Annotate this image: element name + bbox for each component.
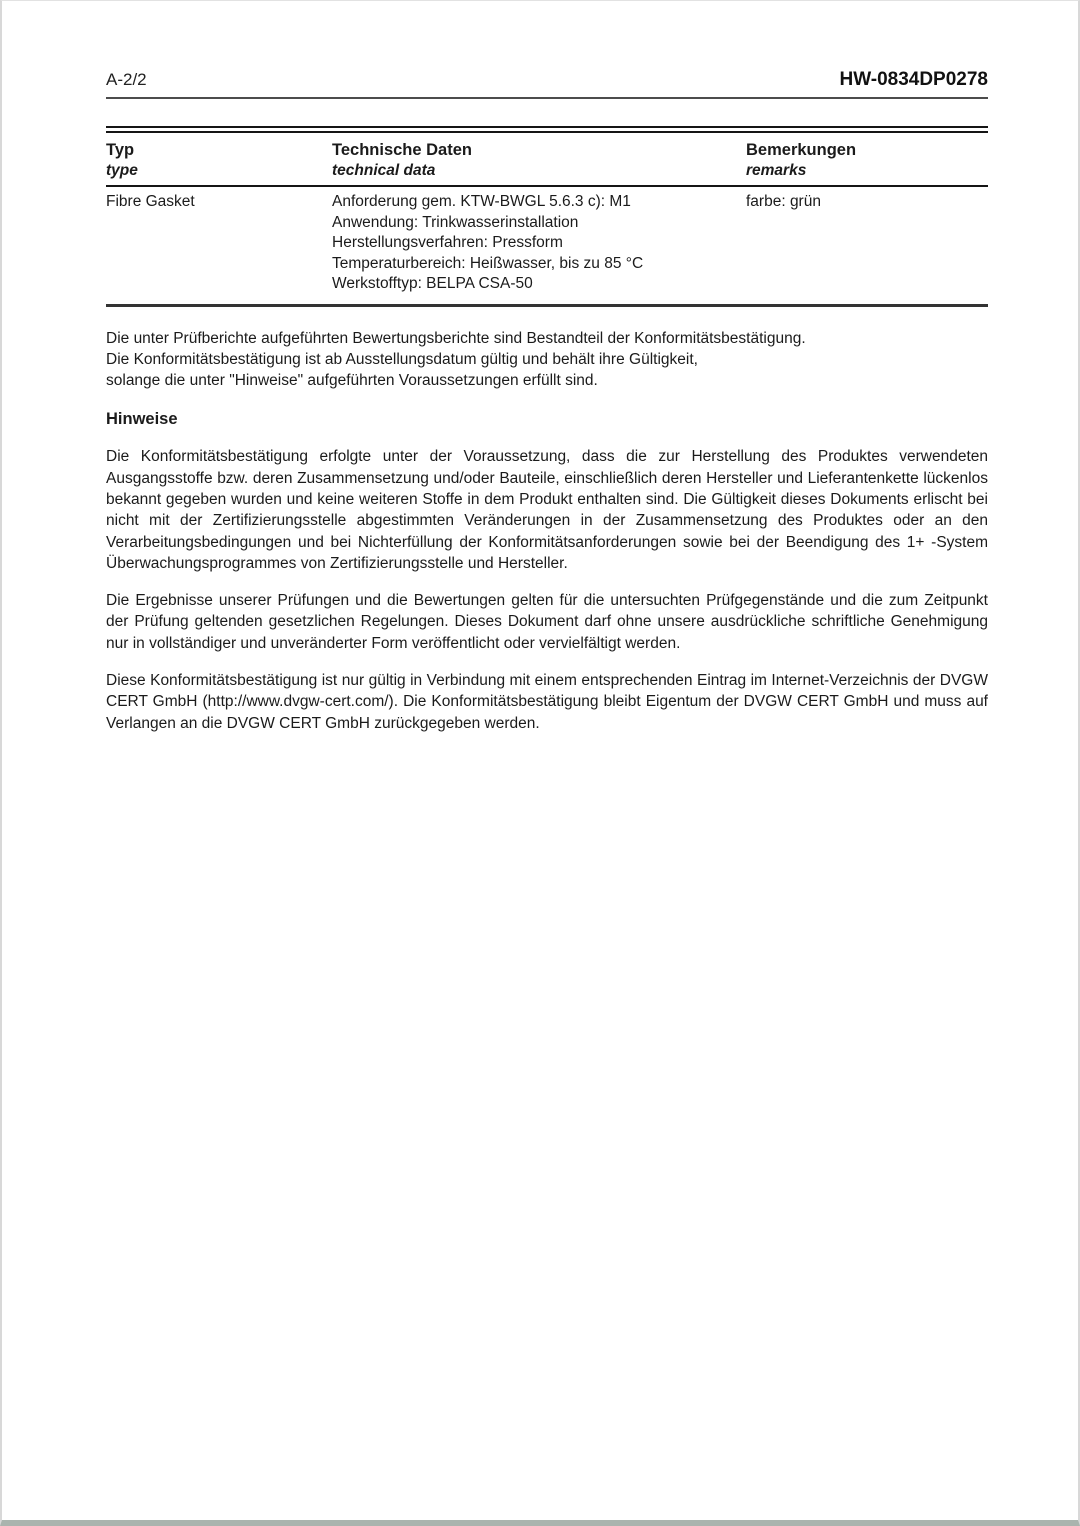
column-title: Technische Daten [332, 141, 472, 159]
technical-data-line: Herstellungsverfahren: Pressform [332, 234, 563, 251]
column-title: Bemerkungen [746, 141, 857, 159]
technical-data-cell [332, 192, 746, 295]
document-number: HW-0834DP0278 [839, 69, 988, 90]
type-cell [106, 192, 332, 295]
intro-line: solange die unter "Hinweise" aufgeführten Voraussetzungen erfüllt sind. [106, 372, 598, 390]
intro-paragraph [106, 328, 988, 392]
column-subtitle: technical data [332, 162, 436, 179]
column-title: Typ [106, 141, 135, 159]
technical-data-line: Temperaturbereich: Heißwasser, bis zu 85 °C [332, 254, 644, 272]
technical-data-line: Anforderung gem. KTW-BWGL 5.6.3 c): M1 [332, 193, 631, 210]
intro-line: Die Konformitätsbestätigung ist ab Ausstellungsdatum gültig und behält ihre Gültigkeit, [106, 350, 698, 368]
remarks-cell [746, 192, 988, 295]
column-subtitle: type [106, 162, 138, 179]
page-header [106, 69, 988, 91]
spec-table [106, 126, 988, 307]
remarks-value: farbe: grün [746, 193, 821, 210]
table-bottom-rule [106, 304, 988, 307]
technical-data-line: Werkstofftyp: BELPA CSA-50 [332, 275, 533, 292]
header-divider [106, 97, 988, 99]
hinweise-heading: Hinweise [106, 410, 178, 429]
page-number: A-2/2 [106, 70, 147, 89]
technical-data-line: Anwendung: Trinkwasserinstallation [332, 213, 579, 231]
column-subtitle: remarks [746, 162, 807, 179]
hinweise-paragraph-2: Die Ergebnisse unserer Prüfungen und die Bewertungen gelten für die untersuchten Prüfgegenstände und die zum Zeitpunkt der Prüfung geltenden gesetzlichen Regelungen. Dieses Dokument darf ohne unsere ausdrückliche schriftliche Genehmigung nur in vollständiger und unveränderter Form veröffentlicht oder vervielfältigt werden. [106, 592, 988, 652]
table-top-rule [106, 126, 988, 133]
type-value: Fibre Gasket [106, 193, 195, 210]
intro-line: Die unter Prüfberichte aufgeführten Bewertungsberichte sind Bestandteil der Konformitätsbestätigung. [106, 329, 806, 347]
hinweise-paragraph-3: Diese Konformitätsbestätigung ist nur gültig in Verbindung mit einem entsprechenden Eintrag im Internet-Verzeichnis der DVGW CERT GmbH (http://www.dvgw-cert.com/). Die Konformitätsbestätigung bleibt Eigentum der DVGW CERT GmbH und muss auf Verlangen an die DVGW CERT GmbH zurückgegeben werden. [106, 672, 988, 732]
column-header-typ [106, 139, 332, 181]
table-header-row [106, 133, 988, 185]
table-row [106, 187, 988, 304]
column-header-technische-daten [332, 139, 746, 181]
hinweise-paragraph-1: Die Konformitätsbestätigung erfolgte unter der Voraussetzung, dass die zur Herstellung des Produktes verwendeten Ausgangsstoffe bzw. deren Zusammensetzung und/oder Bauteile, einschließlich deren Hersteller und Lieferantenkette lückenlos bekannt gegeben wurden und keine weiteren Stoffe in dem Produkt enthalten sind. Die Gültigkeit dieses Dokuments erlischt bei nicht mit der Zertifizierungsstelle abgestimmten Veränderungen in der Zusammensetzung des Produktes oder an den Verarbeitungsbedingungen und bei Nichterfüllung der Konformitätsanforderungen sowie bei der Beendigung des 1+ -System Überwachungsprogrammes von Zertifizierungsstelle und Hersteller. [106, 448, 988, 572]
column-header-bemerkungen [746, 139, 988, 181]
